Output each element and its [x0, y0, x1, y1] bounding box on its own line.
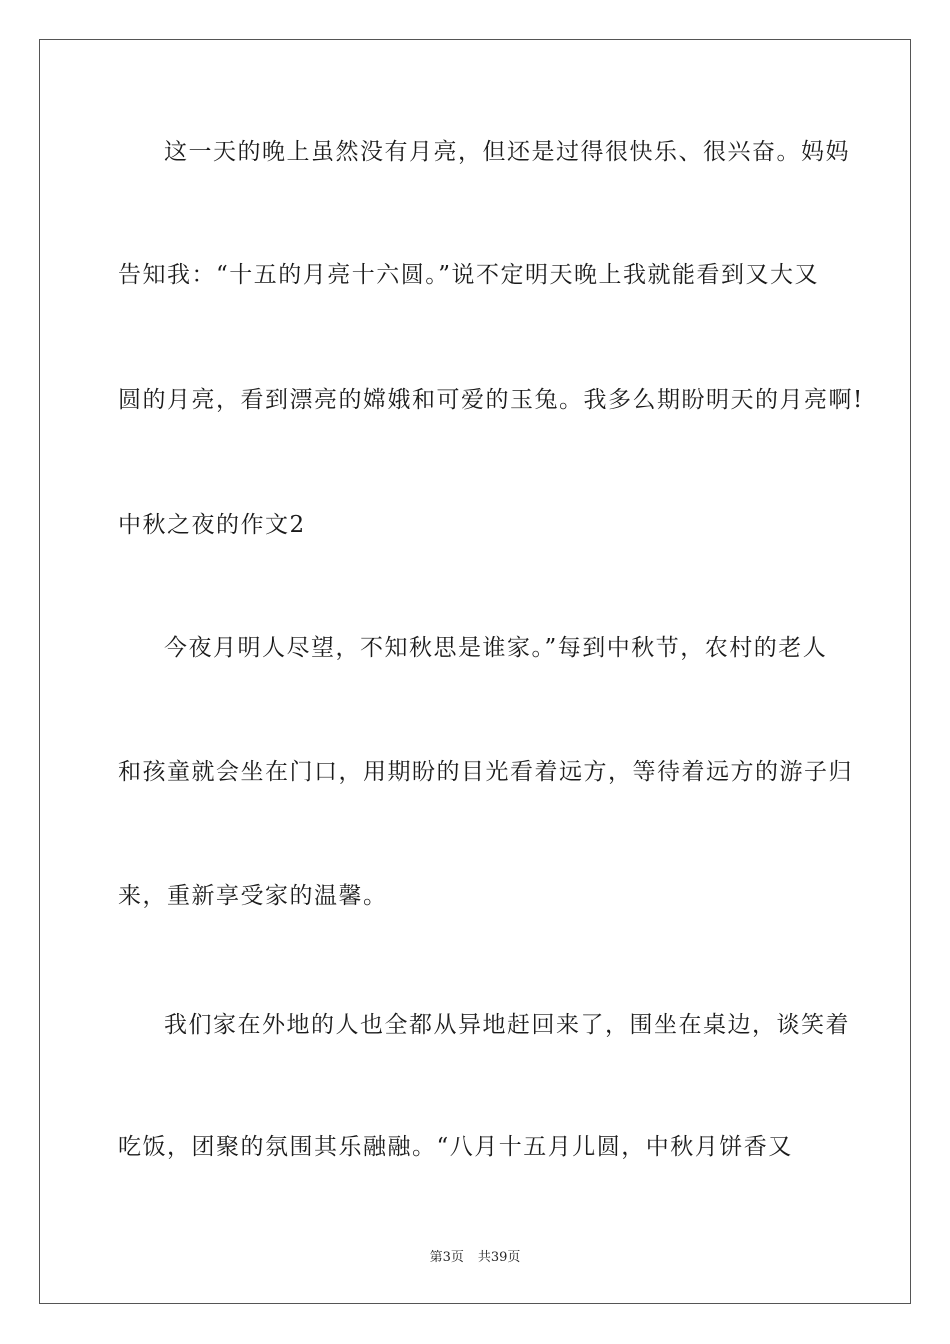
page-number: 第3页 — [429, 1250, 464, 1265]
page-frame — [39, 39, 911, 1304]
paragraph-line: 圆的月亮，看到漂亮的嫦娥和可爱的玉兔。我多么期盼明天的月亮啊! — [118, 387, 864, 413]
page-footer — [0, 1246, 950, 1265]
paragraph-line: 和孩童就会坐在门口，用期盼的目光看着远方，等待着远方的游子归 — [118, 759, 853, 785]
paragraph-line: 吃饭，团聚的氛围其乐融融。“八月十五月儿圆，中秋月饼香又 — [118, 1134, 793, 1160]
paragraph-line: 今夜月明人尽望，不知秋思是谁家。”每到中秋节，农村的老人 — [164, 635, 828, 661]
section-heading: 中秋之夜的作文2 — [118, 512, 306, 538]
paragraph-line: 来，重新享受家的温馨。 — [118, 883, 388, 909]
paragraph-line: 这一天的晚上虽然没有月亮，但还是过得很快乐、很兴奋。妈妈 — [164, 139, 850, 165]
paragraph-line: 我们家在外地的人也全都从异地赶回来了，围坐在桌边，谈笑着 — [164, 1012, 850, 1038]
page-total: 共39页 — [477, 1250, 521, 1265]
paragraph-line: 告知我：“十五的月亮十六圆。”说不定明天晚上我就能看到又大又 — [118, 262, 820, 288]
